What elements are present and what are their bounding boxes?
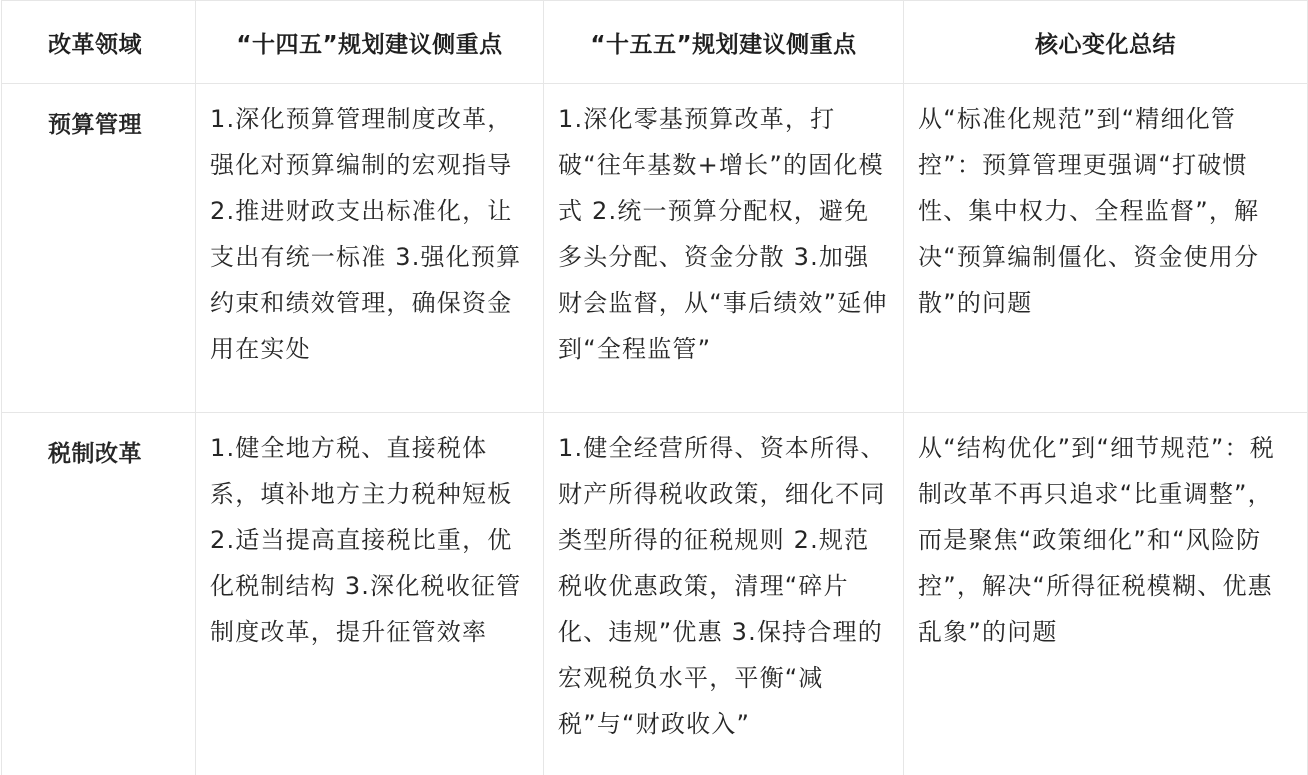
cell-summary: 从“结构优化”到“细节规范”：税制改革不再只追求“比重调整”，而是聚焦“政策细化”和“风险防控”，解决“所得征税模糊、优惠乱象”的问题 <box>904 413 1308 775</box>
table-row <box>2 413 1308 775</box>
table-row <box>2 84 1308 413</box>
header-14th-plan-focus: “十四五”规划建议侧重点 <box>196 1 544 84</box>
header-reform-area: 改革领域 <box>2 1 196 84</box>
cell-15th-plan: 1.健全经营所得、资本所得、财产所得税收政策，细化不同类型所得的征税规则 2.规范税收优惠政策，清理“碎片化、违规”优惠 3.保持合理的宏观税负水平，平衡“减税”与“财政收入” <box>544 413 904 775</box>
table-header <box>2 1 1308 84</box>
cell-summary: 从“标准化规范”到“精细化管控”：预算管理更强调“打破惯性、集中权力、全程监督”，解决“预算编制僵化、资金使用分散”的问题 <box>904 84 1308 413</box>
reform-comparison-table <box>1 0 1308 775</box>
cell-14th-plan: 1.深化预算管理制度改革，强化对预算编制的宏观指导 2.推进财政支出标准化，让支出有统一标准 3.强化预算约束和绩效管理，确保资金用在实处 <box>196 84 544 413</box>
cell-15th-plan: 1.深化零基预算改革，打破“往年基数+增长”的固化模式 2.统一预算分配权，避免多头分配、资金分散 3.加强财会监督，从“事后绩效”延伸到“全程监管” <box>544 84 904 413</box>
header-15th-plan-focus: “十五五”规划建议侧重点 <box>544 1 904 84</box>
cell-14th-plan: 1.健全地方税、直接税体系，填补地方主力税种短板 2.适当提高直接税比重，优化税制结构 3.深化税收征管制度改革，提升征管效率 <box>196 413 544 775</box>
header-row <box>2 1 1308 84</box>
row-area-tax: 税制改革 <box>2 413 196 775</box>
row-area-budget: 预算管理 <box>2 84 196 413</box>
header-core-change-summary: 核心变化总结 <box>904 1 1308 84</box>
table-body <box>2 84 1308 775</box>
